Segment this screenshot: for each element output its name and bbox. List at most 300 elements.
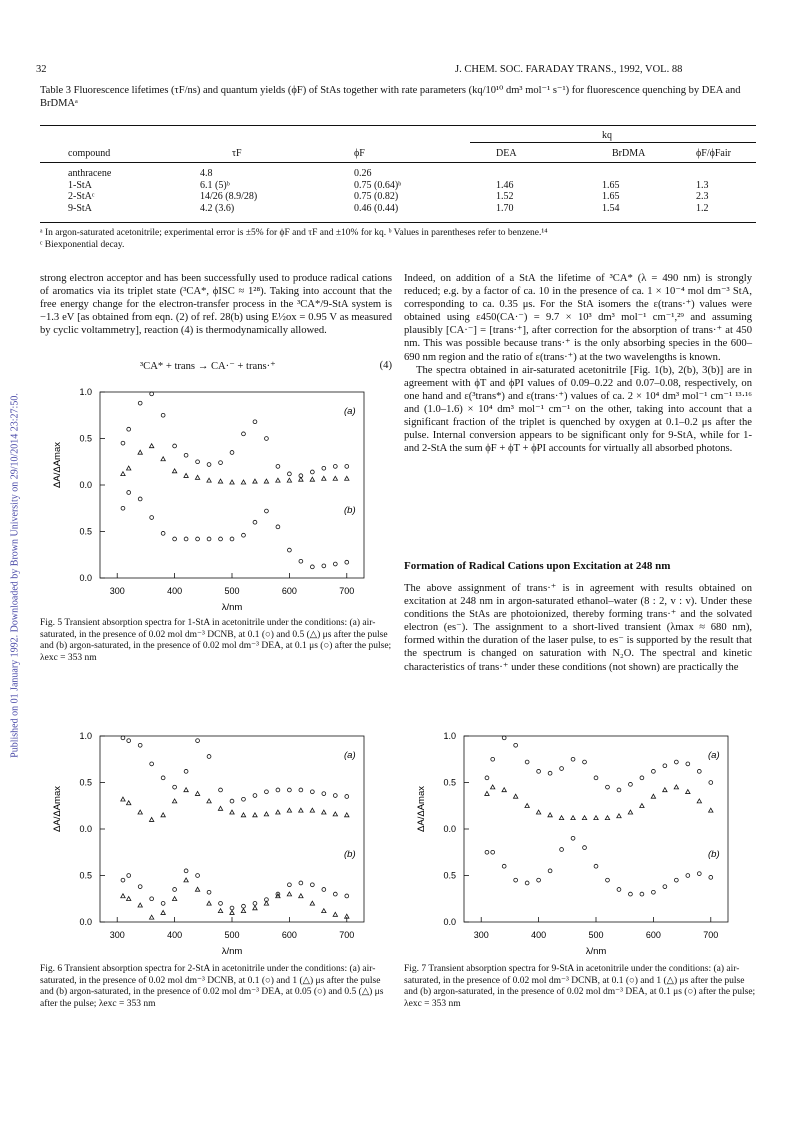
- data-point-circle: [253, 902, 257, 906]
- y-tick-label: 0.5: [443, 870, 456, 881]
- data-point-triangle: [264, 479, 268, 483]
- data-point-triangle: [502, 788, 506, 792]
- data-point-triangle: [230, 810, 234, 814]
- data-point-triangle: [674, 785, 678, 789]
- data-point-triangle: [172, 469, 176, 473]
- data-point-circle: [345, 795, 349, 799]
- data-point-circle: [121, 506, 125, 510]
- data-point-circle: [310, 470, 314, 474]
- x-tick-label: 700: [703, 930, 719, 940]
- data-point-circle: [173, 444, 177, 448]
- x-tick-label: 300: [473, 930, 489, 940]
- data-point-circle: [310, 565, 314, 569]
- table-cell: 14/26 (8.9/28): [200, 191, 258, 202]
- data-point-triangle: [161, 911, 165, 915]
- y-tick-label: 0.5: [79, 870, 92, 881]
- plot-frame: [464, 736, 728, 922]
- data-point-circle: [560, 848, 564, 852]
- figure-5-chart: [40, 384, 392, 614]
- data-point-triangle: [241, 813, 245, 817]
- data-point-triangle: [161, 813, 165, 817]
- y-axis-label: ΔA/ΔAmax: [416, 786, 427, 832]
- table-cell: 0.75 (0.64)ᵇ: [354, 179, 402, 191]
- data-point-circle: [322, 564, 326, 568]
- data-point-triangle: [218, 806, 222, 810]
- data-point-circle: [299, 788, 303, 792]
- plot-frame: [100, 392, 364, 578]
- data-point-circle: [287, 883, 291, 887]
- journal-header: J. CHEM. SOC. FARADAY TRANS., 1992, VOL. 88: [455, 64, 683, 75]
- data-point-circle: [253, 420, 257, 424]
- y-axis-label: ΔA/ΔAmax: [52, 442, 63, 488]
- data-point-circle: [537, 769, 541, 773]
- left-paragraph-text: strong electron acceptor and has been successfully used to produce radical cations of aromatics via its triplet state (³CA*, ϕISC ≈ 1²⁸). Taking into account that the free energy change for the electron-transfer process in the ³CA*/9-StA system is −1.3 eV [as obtained from eqn. (2) of ref. 28(b) using E½ox = 0.95 V as measured by cyclic voltammetry], reaction (4) is thermodynamically allowed.: [40, 273, 392, 337]
- y-tick-label: 0.5: [443, 777, 456, 788]
- data-point-circle: [196, 460, 200, 464]
- data-point-circle: [150, 516, 154, 520]
- data-point-circle: [196, 537, 200, 541]
- data-point-circle: [310, 790, 314, 794]
- table-cell: 1.52: [496, 191, 514, 202]
- panel-label-b: (b): [708, 849, 720, 860]
- table-cell: 6.1 (5)ᵇ: [200, 179, 230, 191]
- data-point-triangle: [126, 801, 130, 805]
- panel-label-a: (a): [344, 406, 356, 417]
- data-point-circle: [606, 878, 610, 882]
- section-paragraph: The above assignment of trans·⁺ is in agreement with results obtained on excitation at 248 nm in argon-saturated ethanol–water (8 : 2, v : v). Under these conditions the StAs are photoionized, thereby forming trans·⁺ and the solvated electron (es⁻). The assignment to a short-lived transient (λmax ≈ 680 nm), formed within the duration of the laser pulse, to es⁻ is supported by the result that the spectrum is changed on saturation with N₂O. The spectral and kinetic characteristics of trans·⁺ under these conditions (not shown) are practically the: [404, 583, 752, 673]
- data-point-circle: [299, 881, 303, 885]
- data-point-circle: [651, 769, 655, 773]
- data-point-triangle: [559, 816, 563, 820]
- data-point-circle: [219, 537, 223, 541]
- left-paragraph: [40, 272, 392, 337]
- data-point-circle: [299, 559, 303, 563]
- data-point-triangle: [485, 791, 489, 795]
- data-point-circle: [345, 894, 349, 898]
- data-point-triangle: [195, 887, 199, 891]
- data-point-triangle: [548, 813, 552, 817]
- data-point-circle: [184, 537, 188, 541]
- data-point-circle: [242, 533, 246, 537]
- table-cell: 9-StA: [68, 202, 92, 214]
- data-point-triangle: [253, 906, 257, 910]
- data-point-triangle: [264, 812, 268, 816]
- data-point-triangle: [333, 912, 337, 916]
- data-point-circle: [121, 878, 125, 882]
- data-point-triangle: [195, 475, 199, 479]
- data-point-circle: [207, 537, 211, 541]
- data-point-circle: [150, 897, 154, 901]
- data-point-circle: [491, 850, 495, 854]
- page-number: 32: [36, 64, 47, 75]
- data-point-circle: [322, 466, 326, 470]
- panel-label-a: (a): [708, 750, 720, 761]
- data-point-triangle: [207, 901, 211, 905]
- data-point-circle: [287, 548, 291, 552]
- table-cell: 0.26: [354, 168, 372, 179]
- panel-label-b: (b): [344, 849, 356, 860]
- data-point-circle: [548, 771, 552, 775]
- data-point-circle: [686, 762, 690, 766]
- data-point-circle: [594, 864, 598, 868]
- table-group-rule: [470, 142, 756, 143]
- data-point-triangle: [287, 478, 291, 482]
- data-point-triangle: [310, 901, 314, 905]
- data-point-triangle: [322, 909, 326, 913]
- data-point-circle: [571, 836, 575, 840]
- col-dea: DEA: [496, 148, 517, 159]
- data-point-triangle: [663, 788, 667, 792]
- data-point-circle: [525, 760, 529, 764]
- x-tick-label: 700: [339, 930, 355, 940]
- data-point-circle: [242, 432, 246, 436]
- data-point-circle: [491, 757, 495, 761]
- data-point-triangle: [709, 808, 713, 812]
- data-point-circle: [150, 392, 154, 396]
- right-paragraph-2: The spectra obtained in air-saturated acetonitrile [Fig. 1(b), 2(b), 3(b)] are in agreement with ϕT and ϕPI values of 0.09–0.22 and 0.07–0.08, respectively, on one hand and ε(³trans*) and ε(trans·⁺) values of ca. 2 × 10⁴ dm³ mol⁻¹ cm⁻¹ ¹³·¹⁶ and (1.0–1.6) × 10⁴ dm³ mol⁻¹ cm⁻¹ on the other, taking into account that a significant fraction of the triplet is quenched by oxygen at 0.1–0.2 μs after the pulse. Internal conversion appears to be significant only for 9-StA, while for 1- and 2-StA the sum ϕF + ϕT + ϕPI accounts for virtually all absorbed photons.: [404, 364, 752, 455]
- y-tick-label: 0.0: [79, 480, 92, 490]
- data-point-triangle: [138, 450, 142, 454]
- data-point-triangle: [149, 915, 153, 919]
- y-axis-label: ΔA/ΔAmax: [52, 786, 63, 832]
- data-point-triangle: [628, 810, 632, 814]
- y-tick-label: 0.0: [443, 917, 456, 927]
- data-point-circle: [617, 788, 621, 792]
- x-tick-label: 400: [167, 930, 183, 940]
- data-point-circle: [161, 531, 165, 535]
- data-point-triangle: [594, 816, 598, 820]
- right-paragraph-1: Indeed, on addition of a StA the lifetime of ³CA* (λ = 490 nm) is strongly reduced; e.g. by a factor of ca. 10 in the presence of ca. 1 × 10⁻⁴ mol dm⁻³ StA, corresponding to ca. 0.35 μs. For the StA isomers the ε(trans·⁺) values were obtained using ε450(CA·⁻) = 9.7 × 10³ dm³ mol⁻¹ cm⁻¹,²⁹ and assuming plausibly [CA·⁻] = [trans·⁺], after correction for the absorption of trans·⁺ at 450 nm. This was possible because trans·⁺ is the only absorbing species in the 600–690 nm region and the ratio of ε(trans·⁺) at the two wavelengths is known.: [404, 273, 752, 363]
- equation-text: ³CA* + trans → CA·⁻ + trans·⁺: [140, 361, 276, 372]
- table-cell: anthracene: [68, 168, 112, 179]
- x-axis-label: λ/nm: [585, 946, 607, 957]
- figure-7-chart: [404, 728, 756, 960]
- data-point-triangle: [310, 808, 314, 812]
- table-cell: 1.70: [496, 202, 514, 214]
- x-tick-label: 500: [588, 930, 604, 940]
- right-column-text: [404, 272, 752, 455]
- data-point-circle: [207, 890, 211, 894]
- data-point-circle: [184, 769, 188, 773]
- data-point-circle: [242, 904, 246, 908]
- y-tick-label: 1.0: [79, 387, 92, 397]
- table-cell: 2-StAᶜ: [68, 191, 95, 202]
- data-point-circle: [709, 781, 713, 785]
- data-point-circle: [161, 776, 165, 780]
- x-tick-label: 300: [109, 930, 125, 940]
- data-point-circle: [310, 883, 314, 887]
- data-point-circle: [196, 874, 200, 878]
- y-tick-label: 0.0: [79, 573, 92, 583]
- data-point-triangle: [253, 479, 257, 483]
- data-point-circle: [333, 465, 337, 469]
- data-point-circle: [196, 739, 200, 743]
- data-point-circle: [265, 437, 269, 441]
- data-point-circle: [663, 885, 667, 889]
- figure-5-caption: Fig. 5 Transient absorption spectra for 1-StA in acetonitrile under the conditions: (a) air-saturated, in the presence of 0.02 mol dm⁻³ DCNB, at 0.1 (○) and 0.5 (△) μs after the pulse and (b) argon-saturated, in the presence of 0.02 mol dm⁻³ DEA, at 0.1 μs (○) after the pulse; λexc = 353 nm: [40, 618, 392, 663]
- data-point-circle: [514, 743, 518, 747]
- x-tick-label: 700: [339, 586, 355, 596]
- data-point-circle: [242, 797, 246, 801]
- y-tick-label: 1.0: [443, 731, 456, 741]
- data-point-triangle: [138, 903, 142, 907]
- x-tick-label: 500: [224, 586, 240, 596]
- data-point-triangle: [218, 479, 222, 483]
- data-point-circle: [485, 850, 489, 854]
- data-point-circle: [709, 875, 713, 879]
- data-point-circle: [219, 902, 223, 906]
- x-tick-label: 500: [224, 930, 240, 940]
- data-point-circle: [173, 888, 177, 892]
- data-point-circle: [525, 881, 529, 885]
- data-point-circle: [184, 453, 188, 457]
- data-point-circle: [686, 874, 690, 878]
- data-point-circle: [537, 878, 541, 882]
- data-point-triangle: [617, 814, 621, 818]
- data-point-circle: [548, 869, 552, 873]
- data-point-triangle: [218, 909, 222, 913]
- data-point-triangle: [686, 790, 690, 794]
- data-point-circle: [485, 776, 489, 780]
- data-point-triangle: [276, 478, 280, 482]
- download-sidebar: [0, 260, 21, 900]
- data-point-triangle: [241, 480, 245, 484]
- data-point-circle: [583, 760, 587, 764]
- data-point-triangle: [230, 480, 234, 484]
- col-phi-ratio: ϕF/ϕFair: [696, 148, 731, 159]
- data-point-circle: [138, 743, 142, 747]
- table-cell: 1.46: [496, 179, 514, 191]
- x-tick-label: 400: [167, 586, 183, 596]
- data-point-circle: [663, 764, 667, 768]
- table-rule-bottom: [40, 222, 756, 223]
- data-point-circle: [127, 491, 131, 495]
- data-point-triangle: [253, 813, 257, 817]
- table-rule-mid: [40, 162, 756, 163]
- figure-6-chart: [40, 728, 392, 960]
- x-axis-label: λ/nm: [221, 946, 243, 957]
- section-heading: Formation of Radical Cations upon Excitation at 248 nm: [404, 560, 671, 572]
- figure-7-caption: Fig. 7 Transient absorption spectra for 9-StA in acetonitrile under the conditions: (a) air-saturated, in the presence of 0.02 mol dm⁻³ DCNB, at 0.1 (○) and 1 (△) μs after the pulse and (b) argon-saturated, in the presence of 0.02 mol dm⁻³ DEA, at 0.1 μs (○) after the pulse; λexc = 353 nm: [404, 964, 756, 1009]
- x-axis-label: λ/nm: [221, 602, 243, 613]
- x-tick-label: 600: [645, 930, 661, 940]
- data-point-circle: [121, 441, 125, 445]
- x-tick-label: 400: [531, 930, 547, 940]
- data-point-triangle: [651, 794, 655, 798]
- data-point-circle: [161, 902, 165, 906]
- x-tick-label: 600: [281, 586, 297, 596]
- data-point-circle: [230, 537, 234, 541]
- data-point-circle: [287, 788, 291, 792]
- table-caption: Table 3 Fluorescence lifetimes (τF/ns) and quantum yields (ϕF) of StAs together with rate parameters (kq/10¹⁰ dm³ mol⁻¹ s⁻¹) for fluorescence quenching by DEA and BrDMAᵃ: [40, 85, 741, 109]
- data-point-triangle: [149, 818, 153, 822]
- data-point-circle: [276, 465, 280, 469]
- data-point-triangle: [345, 476, 349, 480]
- table-cell: 1.3: [696, 179, 709, 191]
- data-point-triangle: [126, 466, 130, 470]
- data-point-circle: [219, 461, 223, 465]
- data-point-circle: [138, 401, 142, 405]
- data-point-circle: [697, 872, 701, 876]
- data-point-triangle: [184, 474, 188, 478]
- data-point-triangle: [264, 901, 268, 905]
- data-point-circle: [629, 782, 633, 786]
- table-cell: 4.8: [200, 168, 213, 179]
- data-point-triangle: [207, 799, 211, 803]
- data-point-triangle: [333, 476, 337, 480]
- data-point-circle: [265, 790, 269, 794]
- data-point-triangle: [121, 797, 125, 801]
- data-point-triangle: [241, 909, 245, 913]
- data-point-triangle: [605, 816, 609, 820]
- data-point-triangle: [697, 799, 701, 803]
- data-point-circle: [173, 785, 177, 789]
- data-point-circle: [127, 427, 131, 431]
- data-point-circle: [173, 537, 177, 541]
- data-point-circle: [253, 520, 257, 524]
- data-point-triangle: [345, 813, 349, 817]
- data-point-triangle: [490, 785, 494, 789]
- table-footnote-a: ᵃ In argon-saturated acetonitrile; experimental error is ±5% for ϕF and τF and ±10% for kq. ᵇ Values in parentheses refer to benzene.¹⁴: [40, 228, 548, 238]
- data-point-triangle: [161, 457, 165, 461]
- data-point-triangle: [640, 804, 644, 808]
- data-point-circle: [219, 788, 223, 792]
- data-point-triangle: [207, 478, 211, 482]
- data-point-triangle: [513, 794, 517, 798]
- data-point-circle: [121, 736, 125, 740]
- table-cell: 0.46 (0.44): [354, 202, 399, 214]
- table-cell: 2.3: [696, 191, 709, 202]
- data-point-circle: [138, 885, 142, 889]
- data-point-circle: [674, 760, 678, 764]
- data-point-circle: [640, 892, 644, 896]
- data-point-circle: [276, 788, 280, 792]
- data-point-circle: [560, 767, 564, 771]
- table-cell: 1.65: [602, 179, 620, 191]
- data-point-triangle: [121, 472, 125, 476]
- data-point-triangle: [184, 878, 188, 882]
- data-point-circle: [265, 509, 269, 513]
- data-point-circle: [230, 451, 234, 455]
- data-point-circle: [322, 888, 326, 892]
- data-point-circle: [594, 776, 598, 780]
- data-point-triangle: [299, 894, 303, 898]
- plot-frame: [100, 736, 364, 922]
- data-point-triangle: [287, 808, 291, 812]
- sidebar-text: Published on 01 January 1992. Downloaded by Brown University on 29/10/2014 23:27:50.: [9, 393, 21, 758]
- data-point-circle: [207, 463, 211, 467]
- data-point-triangle: [276, 810, 280, 814]
- data-point-circle: [345, 560, 349, 564]
- table-body: [40, 168, 756, 220]
- data-point-circle: [138, 497, 142, 501]
- y-tick-label: 1.0: [79, 731, 92, 741]
- data-point-circle: [640, 776, 644, 780]
- data-point-triangle: [126, 897, 130, 901]
- y-tick-label: 0.0: [79, 824, 92, 834]
- data-point-circle: [161, 413, 165, 417]
- table-cell: 1.2: [696, 202, 709, 214]
- panel-label-b: (b): [344, 505, 356, 516]
- data-point-circle: [514, 878, 518, 882]
- y-tick-label: 0.0: [443, 824, 456, 834]
- data-point-triangle: [582, 816, 586, 820]
- col-phi: ϕF: [354, 148, 365, 159]
- data-point-circle: [207, 755, 211, 759]
- data-point-triangle: [571, 816, 575, 820]
- data-point-circle: [617, 888, 621, 892]
- data-point-triangle: [322, 476, 326, 480]
- y-tick-label: 0.5: [79, 433, 92, 444]
- data-point-circle: [345, 465, 349, 469]
- data-point-circle: [230, 906, 234, 910]
- data-point-circle: [674, 878, 678, 882]
- table-group-header: kq: [602, 130, 612, 141]
- data-point-circle: [184, 869, 188, 873]
- equation-number: (4): [379, 360, 392, 371]
- data-point-triangle: [322, 810, 326, 814]
- data-point-triangle: [525, 804, 529, 808]
- table-cell: 1-StA: [68, 179, 92, 191]
- table-cell: 4.2 (3.6): [200, 202, 235, 214]
- data-point-circle: [287, 472, 291, 476]
- data-point-circle: [333, 562, 337, 566]
- data-point-circle: [127, 874, 131, 878]
- data-point-circle: [697, 769, 701, 773]
- x-tick-label: 300: [109, 586, 125, 596]
- y-tick-label: 0.5: [79, 526, 92, 537]
- col-tau: τF: [232, 148, 242, 159]
- data-point-triangle: [333, 812, 337, 816]
- data-point-triangle: [184, 788, 188, 792]
- data-point-triangle: [121, 894, 125, 898]
- y-tick-label: 0.5: [79, 777, 92, 788]
- panel-label-a: (a): [344, 750, 356, 761]
- data-point-triangle: [536, 810, 540, 814]
- table-rule-top: [40, 125, 756, 126]
- data-point-circle: [150, 762, 154, 766]
- col-compound: compound: [68, 148, 111, 159]
- data-point-triangle: [172, 799, 176, 803]
- data-point-circle: [322, 792, 326, 796]
- data-point-circle: [230, 799, 234, 803]
- x-tick-label: 600: [281, 930, 297, 940]
- data-point-triangle: [149, 444, 153, 448]
- data-point-circle: [629, 892, 633, 896]
- data-point-triangle: [195, 791, 199, 795]
- data-point-triangle: [230, 911, 234, 915]
- data-point-circle: [502, 864, 506, 868]
- data-point-circle: [333, 794, 337, 798]
- data-point-triangle: [299, 477, 303, 481]
- data-point-triangle: [287, 892, 291, 896]
- data-point-circle: [127, 739, 131, 743]
- data-point-circle: [606, 785, 610, 789]
- data-point-circle: [571, 757, 575, 761]
- data-point-circle: [253, 794, 257, 798]
- y-tick-label: 0.0: [79, 917, 92, 927]
- data-point-triangle: [172, 897, 176, 901]
- table-footnote-c: ᶜ Biexponential decay.: [40, 240, 125, 250]
- data-point-circle: [583, 846, 587, 850]
- figure-6-caption: Fig. 6 Transient absorption spectra for 2-StA in acetonitrile under the conditions: (a) air-saturated, in the presence of 0.02 mol dm⁻³ DCNB, at 0.1 (○) and 1 (△) μs after the pulse and (b) argon-saturated, in the presence of 0.02 mol dm⁻³ DEA, at 0.05 (○) and 0.5 (△) μs after the pulse; λexc = 353 nm: [40, 964, 384, 1009]
- table-cell: 0.75 (0.82): [354, 191, 399, 202]
- data-point-circle: [276, 525, 280, 529]
- col-brdma: BrDMA: [612, 148, 646, 159]
- table-cell: 1.65: [602, 191, 620, 202]
- data-point-circle: [651, 890, 655, 894]
- data-point-circle: [333, 892, 337, 896]
